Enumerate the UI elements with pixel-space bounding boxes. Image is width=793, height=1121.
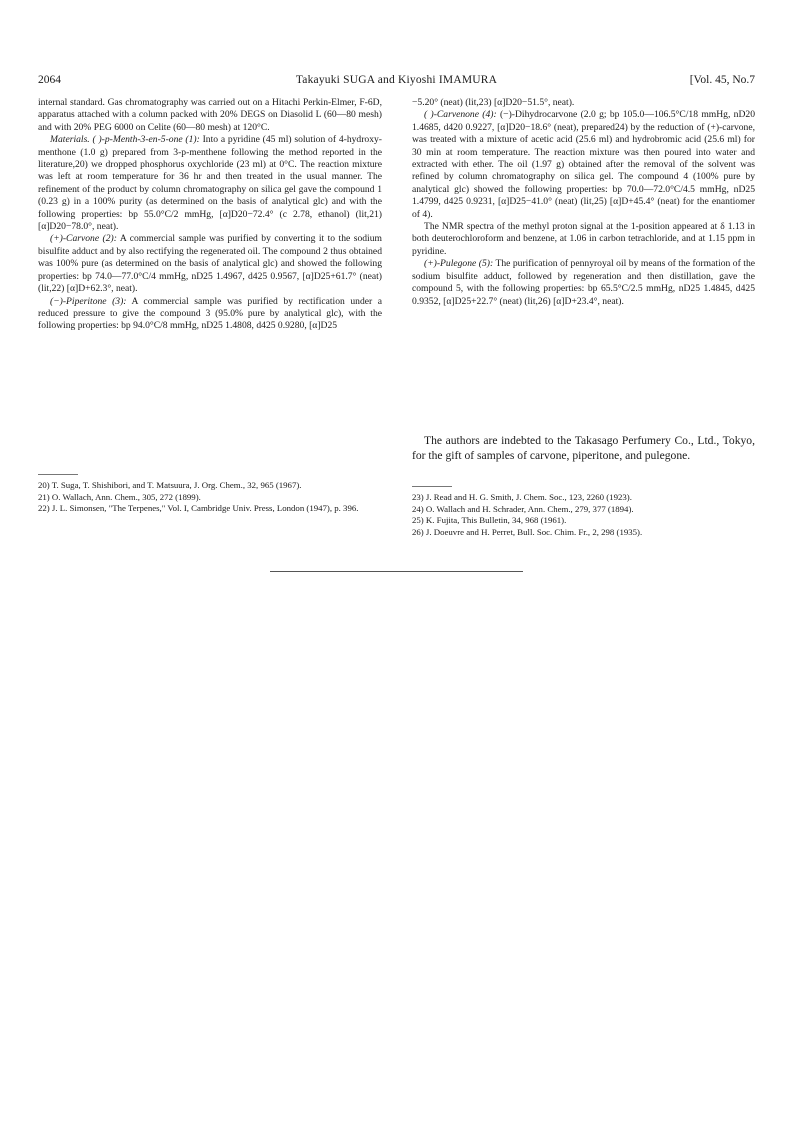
left-column (38, 97, 382, 333)
section-heading: (+)-Pulegone (5): (424, 258, 494, 270)
paragraph-carvenone (412, 109, 755, 221)
paragraph-text: The purification of pennyroyal oil by means of the formation of the sodium bisulfite adduct, followed by regeneration and then distillation, gave the compound 5, with the following properties: bp 65.5°C/2.5 mmHg, nD25 1.4845, d425 0.9352, [α]D25+22.7° (neat) (lit,26) [α]D+23.4°, neat). (412, 258, 755, 307)
section-heading: (+)-Carvone (2): (50, 233, 117, 245)
paragraph-piperitone (38, 296, 382, 333)
paragraph-nmr: The NMR spectra of the methyl proton signal at the 1-position appeared at δ 1.13 in both deuterochloroform and benzene, at 1.06 in carbon tetrachloride, and at 1.15 ppm in pyridine. (412, 221, 755, 257)
paragraph-pulegone (412, 258, 755, 308)
section-heading: Materials. ( )-p-Menth-3-en-5-one (1): (50, 134, 200, 146)
paragraph-text: A commercial sample was purified by rectification under a reduced pressure to give the compound 3 (95.0% pure by analytical glc), with the following properties: bp 94.0°C/8 mmHg, nD25 1.4808, d425 0.9280, [α]D25 (38, 295, 382, 332)
paragraph-text: A commercial sample was purified by converting it to the sodium bisulfite adduct and by also rectifying the regenerated oil. The compound 2 thus obtained was 100% pure (as determined on the basis of analytical glc) and showed the following properties: bp 74.0—77.0°C/4 mmHg, nD25 1.4967, d425 0.9567, [α]D25+61.7° (neat) (lit,22) [α]D+62.3°, neat). (38, 233, 382, 295)
footnote: 26) J. Doeuvre and H. Perret, Bull. Soc. Chim. Fr., 2, 298 (1935). (412, 526, 643, 537)
footnote: 25) K. Fujita, This Bulletin, 34, 968 (1961). (412, 515, 567, 526)
footnote: 21) O. Wallach, Ann. Chem., 305, 272 (1899). (38, 491, 201, 502)
page-number: 2064 (38, 74, 61, 86)
volume-info: [Vol. 45, No.7 (689, 74, 755, 86)
paragraph-text: (−)-Dihydrocarvone (2.0 g; bp 105.0—106.5°C/18 mmHg, nD20 1.4685, d420 0.9227, [α]D20−18.6° (neat), prepared24) by the reduction of (+)-carvone, was treated with a mixture of acetic acid (25.6 ml) and hydrobromic acid (25.6 ml) for 30 min at room temperature. The reaction mixture was then poured into water and extracted with ether. The oil (1.97 g) obtained after the removal of the solvent was refined by column chromatography on silica gel. The compound 4 (100% pure by analytical glc) showed the following properties: bp 70.0—72.0°C/4.5 mmHg, nD25 1.4799, d425 0.9231, [α]D25−41.0° (neat) (lit,25) [α]D+45.4° (neat) for the enantiomer of 4). (412, 109, 755, 220)
footnote-divider (38, 474, 78, 475)
footnotes-right (412, 492, 757, 538)
paragraph-menthenone (38, 134, 382, 233)
paragraph-carvone (38, 233, 382, 295)
acknowledgement: The authors are indebted to the Takasago Perfumery Co., Ltd., Tokyo, for the gift of samples of carvone, piperitone, and pulegone. (412, 434, 755, 463)
article-end-rule (270, 571, 523, 572)
footnote: 22) J. L. Simonsen, "The Terpenes," Vol. I, Cambridge Univ. Press, London (1947), p. 396. (38, 503, 359, 514)
footnote: 20) T. Suga, T. Shishibori, and T. Matsuura, J. Org. Chem., 32, 965 (1967). (38, 480, 302, 490)
running-title: Takayuki SUGA and Kiyoshi IMAMURA (295, 74, 498, 86)
footnote: 23) J. Read and H. G. Smith, J. Chem. Soc., 123, 2260 (1923). (412, 492, 632, 502)
page-header (38, 73, 755, 87)
paragraph-continuation: −5.20° (neat) (lit,23) [α]D20−51.5°, neat). (412, 97, 575, 108)
footnotes-left (38, 480, 383, 515)
paragraph-text: Into a pyridine (45 ml) solution of 4-hydroxy-menthone (1.0 g) prepared from 3-p-menthene following the method reported in the literature,20) we dropped phosphorus oxychloride (23 ml) at 0°C. The reaction mixture was left at room temperature for 36 hr and then treated in the usual manner. The refinement of the product by column chromatography on silica gel gave the compound 1 (0.23 g) in a 100% purity (as determined on the basis of analytical glc) and with the following properties: bp 55.0°C/2 mmHg, [α]D20−72.4° (c 2.78, ethanol) (lit,21) [α]D20−78.0°, neat). (38, 134, 382, 233)
section-heading: ( )-Carvenone (4): (424, 109, 497, 121)
right-column (412, 97, 755, 308)
footnote: 24) O. Wallach and H. Schrader, Ann. Chem., 279, 377 (1894). (412, 503, 634, 514)
footnote-divider (412, 486, 452, 487)
section-heading: (−)-Piperitone (3): (50, 295, 127, 307)
paragraph-gc: internal standard. Gas chromatography was carried out on a Hitachi Perkin-Elmer, F-6D, apparatus attached with a column packed with 20% DEGS on Diasolid L (60—80 mesh) and with 20% PEG 6000 on Celite (60—80 mesh) at 120°C. (38, 97, 382, 133)
